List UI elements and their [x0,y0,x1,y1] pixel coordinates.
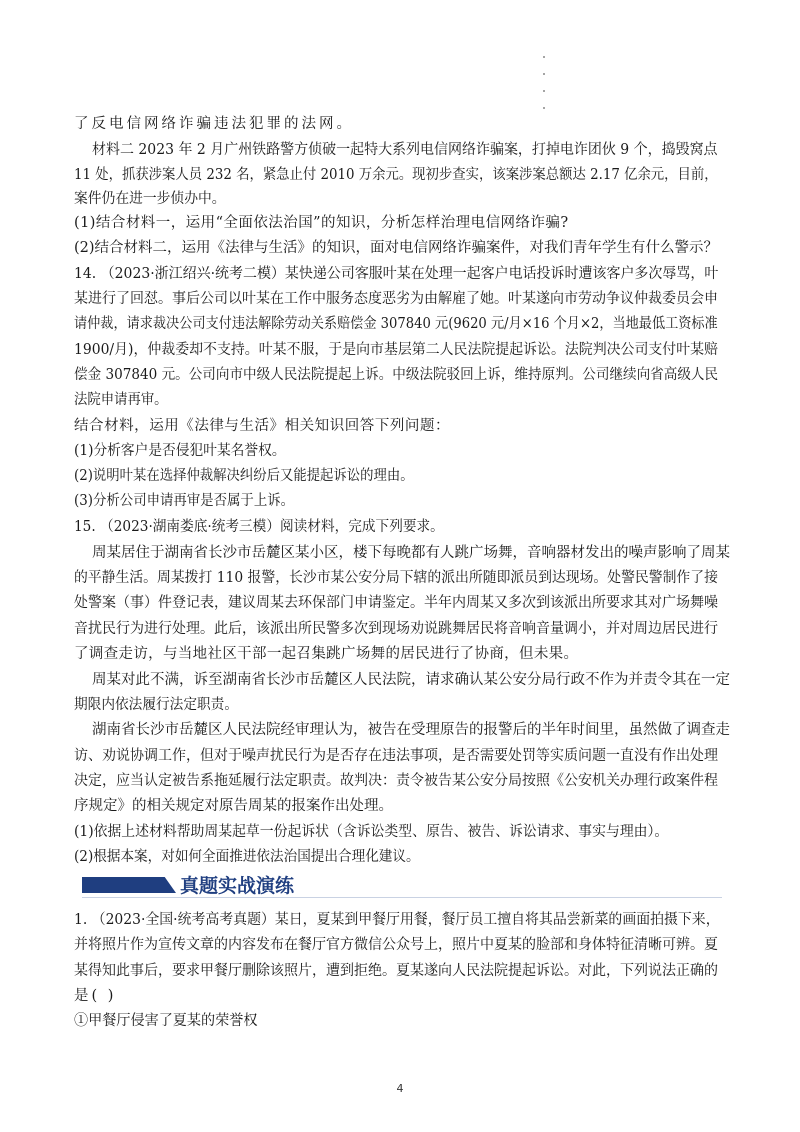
text-line: 偿金 307840 元。公司向市中级人民法院提起上诉。中级法院驳回上诉，维持原判。公司继续向省高级人民 [74,367,719,383]
text-line: 材料二 2023 年 2 月广州铁路警方侦破一起特大系列电信网络诈骗案，打掉电诈团伙 9 个，捣毁窝点 [92,142,718,158]
section-banner [82,872,722,900]
banner-bar [82,877,176,893]
text-line: 了反电信网络诈骗违法犯罪的法网。 [74,116,354,132]
text-line: 访、劝说协调工作，但对于噪声扰民行为是否存在违法事项，是否需要处罚等实质问题一直没有作出处理 [74,748,718,764]
text-line: (2)说明叶某在选择仲裁解决纠纷后又能提起诉讼的理由。 [74,468,414,484]
text-line: (1)结合材料一，运用“全面依法治国”的知识，分析怎样治理电信网络诈骗? [74,215,569,231]
margin-dots [543,56,547,124]
text-line: 处警案（事）件登记表，建议周某去环保部门申请鉴定。半年内周某又多次到该派出所要求其对广场舞噪 [74,595,718,611]
text-line: 并将照片作为宣传文章的内容发布在餐厅官方微信公众号上，照片中夏某的脸部和身体特征清晰可辨。夏 [74,937,718,953]
text-line: 案件仍在进一步侦办中。 [74,191,226,207]
text-line: 11 处，抓获涉案人员 232 名，紧急止付 2010 万余元。现初步查实，该案涉案总额达 2.17 亿余元，目前， [74,167,718,183]
text-line: 某进行了回怼。事后公司以叶某在工作中服务态度恶劣为由解雇了她。叶某遂向市劳动争议仲裁委员会申 [74,291,718,307]
text-line: 是( ) [74,988,117,1004]
section-title: 真题实战演练 [180,875,295,897]
text-line: (3)分析公司申请再审是否属于上诉。 [74,493,295,509]
text-line: 1. （2023·全国·统考高考真题）某日，夏某到甲餐厅用餐，餐厅员工擅自将其品尝新菜的画面拍摄下来， [74,912,720,928]
text-line: (1)依据上述材料帮助周某起草一份起诉状（含诉讼类型、原告、被告、诉讼请求、事实与理由）。 [74,824,669,840]
text-line: 周某对此不满，诉至湖南省长沙市岳麓区人民法院，请求确认某公安分局行政不作为并责令其在一定 [92,672,730,688]
text-line: (2)根据本案，对如何全面推进依法治国提出合理化建议。 [74,849,420,865]
text-line: 请仲裁，请求裁决公司支付违法解除劳动关系赔偿金 307840 元(9620 元/月×16 个月×2，当地最低工资标准 [74,316,718,332]
text-line: 期限内依法履行法定职责。 [74,697,238,713]
text-line: 了调查走访，与当地社区干部一起召集跳广场舞的居民进行了协商，但未果。 [74,646,579,662]
text-line: 1900/月)，仲裁委却不支持。叶某不服，于是向市基层第二人民法院提起诉讼。法院判决公司支付叶某赔 [74,342,718,358]
text-line: 法院申请再审。 [74,392,168,408]
page-number: 4 [396,1082,404,1095]
text-line: 湖南省长沙市岳麓区人民法院经审理认为，被告在受理原告的报警后的半年时间里，虽然做了调查走 [92,722,730,738]
text-line: 音扰民行为进行处理。此后，该派出所民警多次到现场劝说跳舞居民将音响音量调小，并对周边居民进行 [74,621,718,637]
text-line: 周某居住于湖南省长沙市岳麓区某小区，楼下每晚都有人跳广场舞，音响器材发出的噪声影响了周某 [92,545,730,561]
text-line: (1)分析客户是否侵犯叶某名誉权。 [74,443,286,459]
text-line: 某得知此事后，要求甲餐厅删除该照片，遭到拒绝。夏某遂向人民法院提起诉讼。对此，下列说法正确的 [74,963,718,979]
text-line: 结合材料，运用《法律与生活》相关知识回答下列问题： [74,418,451,434]
text-line: 的平静生活。周某拨打 110 报警，长沙市某公安分局下辖的派出所随即派员到达现场。处警民警制作了接 [74,570,718,586]
text-line: (2)结合材料二，运用《法律与生活》的知识，面对电信网络诈骗案件，对我们青年学生有什么警示？ [74,240,719,256]
text-line: 15. （2023·湖南娄底·统考三模）阅读材料，完成下列要求。 [74,519,444,535]
text-line: 序规定》的相关规定对原告周某的报案作出处理。 [74,798,393,814]
banner-rule [82,897,722,898]
text-line: ①甲餐厅侵害了夏某的荣誉权 [74,1013,258,1029]
text-line: 决定，应当认定被告系拖延履行法定职责。故判决：责令被告某公安分局按照《公安机关办理行政案件程 [74,773,718,789]
text-line: 14. （2023·浙江绍兴·统考二模）某快递公司客服叶某在处理一起客户电话投诉时遭该客户多次辱骂，叶 [74,266,719,282]
